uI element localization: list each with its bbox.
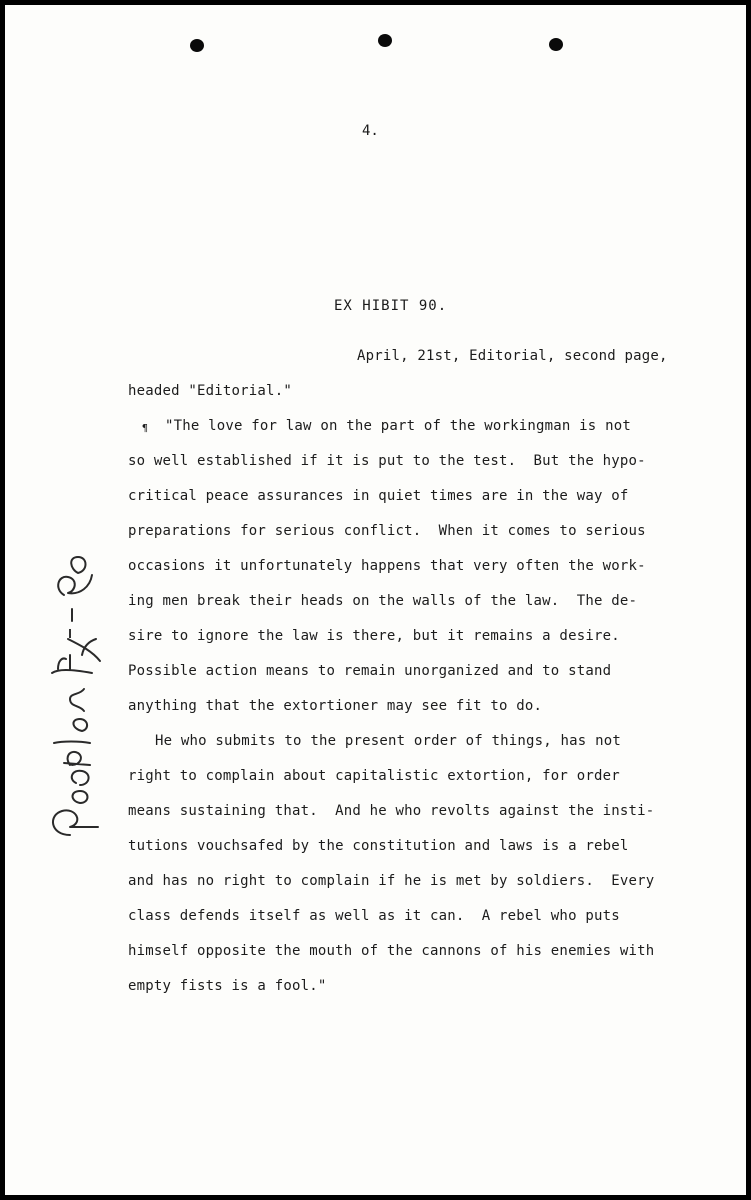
body-line: means sustaining that. And he who revolts against the insti- bbox=[128, 803, 655, 819]
body-line: April, 21st, Editorial, second page, bbox=[357, 348, 668, 364]
body-line: empty fists is a fool." bbox=[128, 978, 327, 994]
body-line: critical peace assurances in quiet times are in the way of bbox=[128, 488, 629, 504]
punch-hole-right bbox=[549, 38, 563, 51]
punch-hole-left bbox=[190, 39, 204, 52]
page-number: 4. bbox=[362, 123, 379, 139]
body-line: "The love for law on the part of the workingman is not bbox=[165, 418, 631, 434]
body-line: tutions vouchsafed by the constitution and laws is a rebel bbox=[128, 838, 629, 854]
body-line: so well established if it is put to the test. But the hypo- bbox=[128, 453, 646, 469]
body-line: class defends itself as well as it can. A rebel who puts bbox=[128, 908, 620, 924]
body-line: headed "Editorial." bbox=[128, 383, 292, 399]
body-line: ing men break their heads on the walls of the law. The de- bbox=[128, 593, 638, 609]
body-line: right to complain about capitalistic extortion, for order bbox=[128, 768, 620, 784]
body-line: sire to ignore the law is there, but it remains a desire. bbox=[128, 628, 620, 644]
paragraph-mark: ¶ bbox=[142, 423, 149, 434]
body-line: Possible action means to remain unorganized and to stand bbox=[128, 663, 612, 679]
body-line: himself opposite the mouth of the cannons of his enemies with bbox=[128, 943, 655, 959]
body-line: and has no right to complain if he is met by soldiers. Every bbox=[128, 873, 655, 889]
body-line: occasions it unfortunately happens that very often the work- bbox=[128, 558, 646, 574]
body-line: anything that the extortioner may see fit to do. bbox=[128, 698, 543, 714]
punch-hole-center bbox=[378, 34, 392, 47]
document-page bbox=[5, 5, 746, 1195]
body-line: He who submits to the present order of things, has not bbox=[155, 733, 621, 749]
exhibit-heading: EX HIBIT 90. bbox=[334, 298, 448, 314]
body-line: preparations for serious conflict. When it comes to serious bbox=[128, 523, 646, 539]
